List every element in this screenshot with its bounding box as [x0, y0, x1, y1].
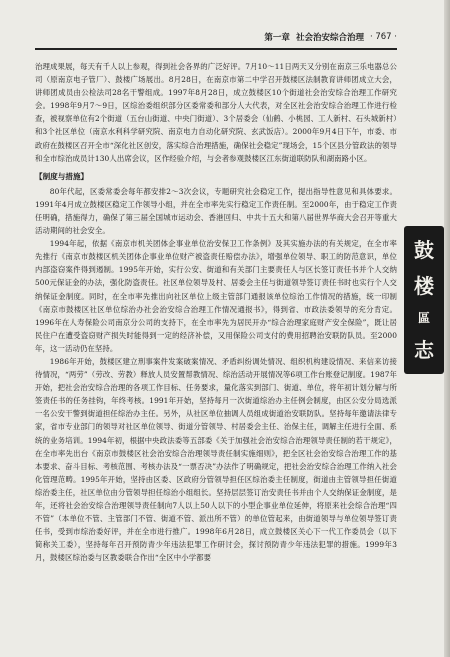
page-edge-shadow	[444, 0, 450, 657]
paragraph: 80年代起，区委常委会每年都安排2～3次会议，专题研究社会稳定工作，提出指导性意见和具体要求。1991年4月成立鼓楼区稳定工作领导小组，并在全市率先实行稳定工作责任制。至2000年，由于稳定工作责任明确，措施得力，确保了第三届全国城市运动会、香港回归、中共十五大和第八届世界华商大会召开等重大活动期间的社会安全。	[35, 186, 397, 236]
title-char: 楼	[414, 274, 434, 298]
paragraph: 1994年起，依据《南京市机关团体企事业单位治安保卫工作条例》及其实施办法的有关规定，在全市率先推行《南京市鼓楼区机关团体企事业单位财产被盗责任赔偿办法》，增强单位领导、职工的防范意识，单位内部盗窃案件得到遏制。1995年开始，实行公安、街道和有关部门主要责任人与区长签订责任书并个人交纳500元保证金的办法，强化防盗责任。社区单位领导及村、居委会主任与街道领导签订责任书时也实行个人交纳保证金制度。同时，在全市率先推出向社区单位上级主管部门通报该单位综治工作情况的措施，统一印制《南京市鼓楼区社区单位综治办社会治安综合治理工作情况通报书》，得到省、市政法委领导的充分肯定。1996年在人寿保险公司南京分公司的支持下，在全市率先为居民开办“综合治理家庭财产安全保险”，既让居民住户在遭受盗窃财产损失时能得到一定的经济补偿，又用保险公司支付的费用招聘治安联防队员。至2000年，这一活动仍在坚持。	[35, 239, 397, 353]
title-char: 志	[414, 338, 434, 362]
book-title-tab	[404, 226, 444, 374]
body-text	[35, 60, 397, 564]
title-char: 鼓	[414, 238, 434, 262]
title-char: 區	[417, 311, 430, 325]
paragraph: 1986年开始，鼓楼区建立刑事案件发案破案情况、矛盾纠纷调处情况、组织机构建设情况、来信来访接待情况，“两劳”（劳改、劳教）释放人员安置帮教情况、综治活动开展情况等6项工作台账登记制度。1987年开始，把社会治安综合治理的各项工作目标、任务要求，量化落实到部门、街道、单位，将年初计划分解与所签责任书的任务挂钩，年终考核。1991年开始，坚持每月一次街道综治办主任例会制度，由区公安分局选派一名公安干警到街道担任综治办主任。另外，从社区单位抽调人员组成街道治安联防队。坚持每年邀请法律专家，省市专业部门的领导对社区单位领导、街道分管领导、村居委会主任、治保主任，调解主任进行全面、系统的业务培训。1994年初，根据中央政法委等五部委《关于加强社会治安综合治理领导责任制的若干规定》，在全市率先出台《南京市鼓楼区社会治安综合治理领导责任制实施细则》，把全区社会治安综合治理工作的基本要求、奋斗目标、考核范围、考核办法及“一票否决”办法作了明确规定，把社会治安综合治理工作纳入社会化管理范畴。1995年开始，坚持由区委、区政府分管领导担任区综治委主任制度，街道由主管领导担任街道综治委主任，社区单位由分管领导担任综治小组组长。坚持层层签订治安责任书并由个人交纳保证金制度，是年，还将社会治安综合治理领导责任制向7人以上50人以下的小型企事业单位延伸，将原来社会综合治理“四不管”（本单位不管、主管部门不管、街道不管、派出所不管）的单位管起来，由街道领导与单位领导签订责任书，受到市综治委好评，并在全市进行推广。1998年6月28日，成立鼓楼区关心下一代工作委员会（以下简称关工委），坚持每年召开预防青少年违法犯罪工作研讨会，探讨预防青少年违法犯罪的措施。1999年3月，鼓楼区综治委与区教委联合作出“全区中小学都要	[35, 356, 397, 563]
page-number: · 767 ·	[369, 32, 397, 42]
paragraph: 治理成果展，每天有千人以上参观，得到社会各界的广泛好评。7月10～11日两天又分别在南京三乐电器总公司（原南京电子管厂）、鼓楼广场展出。8月28日，在南京市第二中学召开鼓楼区法制教育讲师团成立大会，讲师团成员由公检法司28名干警组成。1997年8月28日，成立鼓楼区10个街道社会治安综合治理工作研究会。1998年9月7～9日，区综治委组织部分区委常委和部分人大代表，对全区社会治安综合治理工作进行检查，被视察单位有2个街道（五台山街道、中央门街道）、3个居委会（仙鹤、小桃园、工人新村、石头城新村）和3个社区单位（南京水利科学研究院、南京电力自动化研究院、玄武饭店）。2000年9月4日下午，市委、市政府在鼓楼区召开全市“深化社区创安，落实综合治理措施，确保社会稳定”现场会，15个区县分管政法的领导和全市综治成员计130人出席会议，区作经验介绍，与会者参观鼓楼区江东街道联防队和湖南路小区。	[35, 62, 397, 163]
running-header	[35, 28, 397, 46]
chapter-title: 社会治安综合治理	[295, 33, 364, 43]
section-heading: 【制度与措施】	[35, 171, 89, 181]
header-rule	[35, 48, 397, 50]
chapter-label: 第一章	[264, 33, 290, 43]
